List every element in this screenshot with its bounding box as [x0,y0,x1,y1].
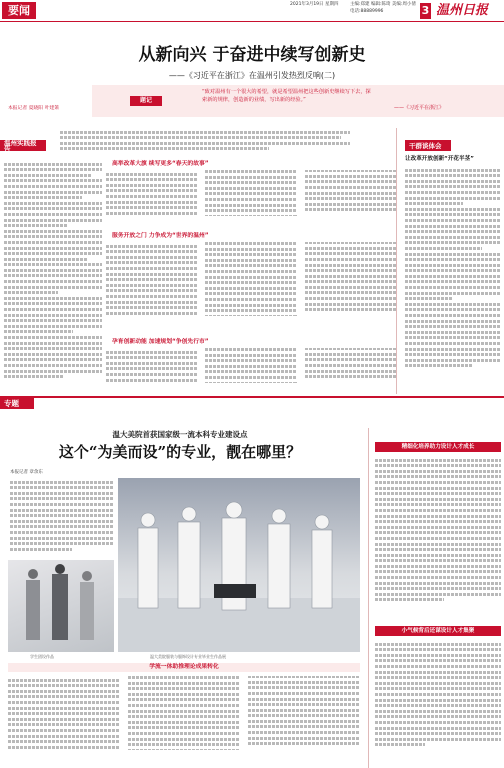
main-subheadline: ——《习近平在浙江》在温州引发热烈反响(二) [168,71,336,80]
caption-left: 学生团设作品 [30,654,54,659]
phone-line: 电话:88889996 [350,9,384,14]
subhead-2: 服务开放之门 力争成为“世界的温州” [112,233,209,239]
special-intro-body [10,478,114,556]
special-kicker: 温大美院首获国家级一流本科专业建设点 [112,430,248,439]
tiji-label: 题记 [130,96,162,106]
section-3-body [106,348,396,392]
column-title-right: 干群谈体会 [405,140,451,151]
tiji-box [92,85,504,117]
caption-right: 温大美院服装与服饰设计专业毕业生作品展 [150,654,226,659]
special-right-column [368,428,504,768]
tiji-quote-line2: 索新的规律，创造新的业绩，写出新的经验。” [202,97,306,103]
section-2-body [106,242,396,336]
photo-exhibition [118,478,360,652]
right-box-body-2 [375,640,501,764]
masthead [0,0,504,22]
right-column-subtitle: 让改革开放创新“开花半茎” [405,156,474,162]
special-section-label: 专题 [0,398,34,409]
exhibition-image [118,478,360,652]
subhead-3: 孕育创新动能 加速规划“争创先行市” [112,339,209,345]
tiji-source: ——《习近平在浙江》 [394,105,445,111]
photo-student-works [8,560,114,652]
page-number: 3 [421,4,430,17]
student-works-image [8,560,114,652]
section-1-body [106,170,396,230]
special-byline: 本报记者 章余东 [10,470,43,475]
editor-line: 主编:郑建 编辑:陈琦 美编:周小倩 [350,2,416,7]
column-title-left: 温州实践报告 [0,140,46,151]
intro-paragraph [60,128,350,154]
right-box-title-2: 小气候背后还谋设计人才集聚 [375,626,501,636]
special-bottom-body [8,676,360,764]
subhead-1: 高举改革大旗 续写更多“春天的故事” [112,161,209,167]
special-title: 这个“为美而设”的专业，靓在哪里？ [58,443,302,461]
left-column-body [4,160,102,390]
section-label: 要闻 [2,2,36,19]
brand-logo: 温州日报 [436,3,489,18]
right-box-body [375,456,501,622]
bottom-section-head-wrap [8,663,360,672]
main-headline: 从新向兴 于奋进中续写创新史 [138,45,366,65]
tiji-quote-line1: “致对温州有一个很大的希望，就是希望温州把这些创新史继续写下去，探 [202,89,371,95]
date-line: 2021年3月19日 星期四 [290,2,339,7]
special-divider [0,396,504,398]
bottom-section-head: 学流一体助推理论成果转化 [149,664,219,670]
right-box-title: 精细化培养助力设计人才成长 [375,442,501,452]
right-column-body [405,166,501,388]
right-column [396,128,504,394]
reporter-line: 本报记者 夏晓阳 叶建箫 [8,106,60,111]
